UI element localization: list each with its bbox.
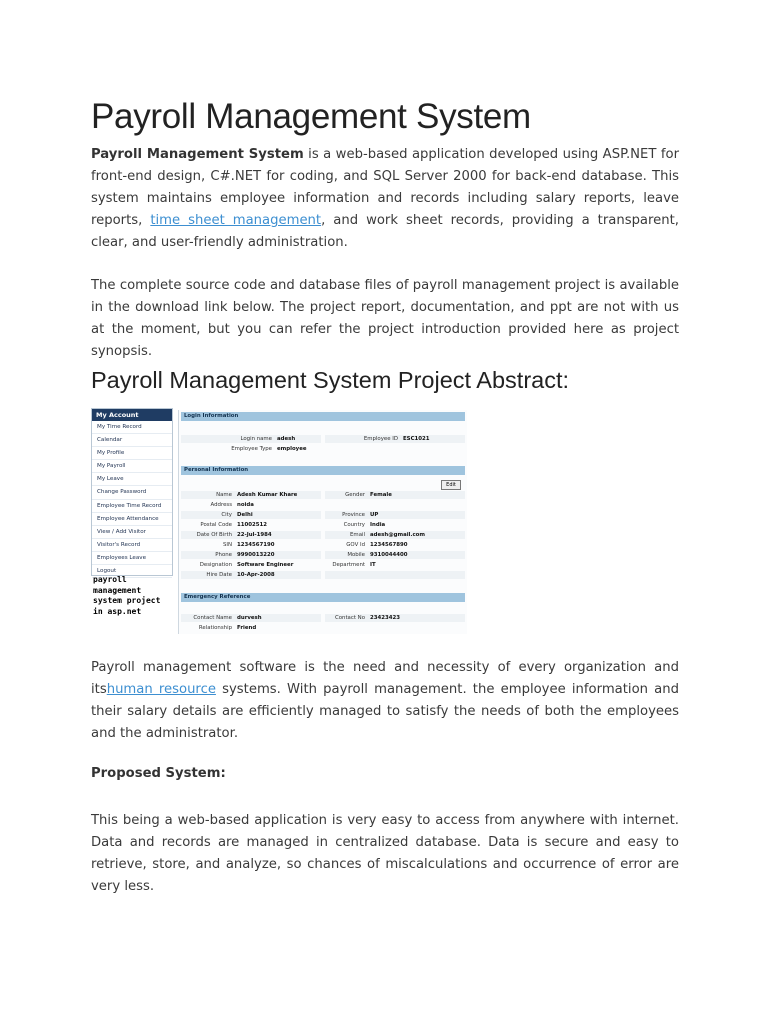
dob-label: Date Of Birth	[196, 532, 232, 538]
login-name-label: Login name	[240, 436, 272, 442]
personal-row	[181, 550, 465, 560]
phone-label: Phone	[215, 552, 232, 558]
emergency-row	[181, 613, 465, 623]
page-title: Payroll Management System	[91, 97, 531, 136]
sidebar-item[interactable]: My Leave	[92, 473, 172, 486]
contact-name-value: durvesh	[237, 615, 262, 621]
intro-bold-lead: Payroll Management System	[91, 147, 304, 162]
designation-value: Software Engineer	[237, 562, 294, 568]
emergency-section-header: Emergency Reference	[181, 593, 465, 602]
sidebar-item[interactable]: My Time Record	[92, 421, 172, 434]
personal-row	[181, 510, 465, 520]
department-value: IT	[370, 562, 376, 568]
sidebar-item[interactable]: Calendar	[92, 434, 172, 447]
name-label: Name	[216, 492, 232, 498]
postal-code-value: 11002512	[237, 522, 268, 528]
intro-text-2: , and work sheet records, providing a transparent, clear, and user-friendly administration.	[91, 213, 679, 250]
employee-type-value: employee	[277, 446, 307, 452]
hire-date-label: Hire Date	[206, 572, 232, 578]
sidebar-item[interactable]: Employees Leave	[92, 552, 172, 565]
sin-value: 1234567190	[237, 542, 275, 548]
email-value: adesh@gmail.com	[370, 532, 425, 538]
mobile-label: Mobile	[347, 552, 365, 558]
phone-value: 9990013220	[237, 552, 275, 558]
edit-button[interactable]: Edit	[441, 480, 461, 490]
postal-code-label: Postal Code	[200, 522, 232, 528]
city-value: Delhi	[237, 512, 253, 518]
employee-id-label: Employee ID	[363, 436, 398, 442]
personal-row	[181, 570, 465, 580]
department-label: Department	[332, 562, 365, 568]
sidebar-header: My Account	[92, 409, 172, 421]
emergency-row	[181, 623, 465, 633]
sidebar-item[interactable]: My Profile	[92, 447, 172, 460]
designation-label: Designation	[199, 562, 232, 568]
address-label: Address	[210, 502, 232, 508]
contact-no-label: Contact No	[334, 615, 365, 621]
gov-id-value: 1234567890	[370, 542, 408, 548]
personal-row	[181, 520, 465, 530]
app-screenshot	[91, 408, 467, 634]
employee-type-label: Employee Type	[231, 446, 272, 452]
software-text-2: systems. With payroll management. the employee information and their salary details are efficiently managed to satisfy the needs of both the employees and the administrator.	[91, 682, 679, 741]
intro-text-1: is a web-based application developed using ASP.NET for front-end design, C#.NET for coding, and SQL Server 2000 for back-end database. This system maintains employee information and records including salary reports, leave reports,	[91, 147, 679, 228]
employee-type-row	[181, 444, 465, 454]
intro-paragraph	[91, 144, 679, 254]
dob-value: 22-Jul-1984	[237, 532, 272, 538]
sin-label: SIN	[222, 542, 232, 548]
personal-row	[181, 540, 465, 550]
login-row	[181, 434, 465, 444]
personal-row	[181, 500, 465, 510]
employee-id-value: ESC1021	[403, 436, 430, 442]
sidebar-item[interactable]: Employee Attendance	[92, 513, 172, 526]
time-sheet-link[interactable]: time sheet management	[150, 213, 322, 228]
software-paragraph	[91, 657, 679, 745]
contact-no-value: 23423423	[370, 615, 401, 621]
login-name-value: adesh	[277, 436, 296, 442]
personal-row	[181, 560, 465, 570]
personal-row	[181, 530, 465, 540]
personal-row	[181, 490, 465, 500]
profile-panel	[178, 410, 467, 634]
gender-value: Female	[370, 492, 392, 498]
screenshot-caption: payroll management system project in asp.net	[93, 575, 161, 616]
country-value: India	[370, 522, 386, 528]
source-paragraph: The complete source code and database files of payroll management project is available in the download link below. The project report, documentation, and ppt are not with us at the moment, but you can refer the project introduction provided here as project synopsis.	[91, 278, 679, 359]
login-section-header: Login Information	[181, 412, 465, 421]
city-label: City	[221, 512, 232, 518]
mobile-value: 9310044400	[370, 552, 408, 558]
human-resource-link[interactable]: human resource	[106, 682, 216, 697]
proposed-heading: Proposed System:	[91, 766, 226, 781]
name-value: Adesh Kumar Khare	[237, 492, 298, 498]
personal-section-header: Personal Information	[181, 466, 465, 475]
hire-date-value: 10-Apr-2008	[237, 572, 275, 578]
sidebar-item[interactable]: Visitor's Record	[92, 539, 172, 552]
sidebar-item[interactable]: View / Add Visitor	[92, 526, 172, 539]
sidebar-item[interactable]: Logout	[92, 565, 172, 578]
email-label: Email	[350, 532, 365, 538]
province-value: UP	[370, 512, 379, 518]
gender-label: Gender	[345, 492, 365, 498]
software-text-1: Payroll management software is the need and necessity of every organization and its	[91, 660, 679, 697]
abstract-heading: Payroll Management System Project Abstract:	[91, 367, 570, 393]
country-label: Country	[343, 522, 365, 528]
relationship-value: Friend	[237, 625, 257, 631]
gov-id-label: GOV Id	[346, 542, 365, 548]
contact-name-label: Contact Name	[193, 615, 232, 621]
province-label: Province	[342, 512, 365, 518]
sidebar-item[interactable]: Change Password	[92, 486, 172, 499]
relationship-label: Relationship	[198, 625, 232, 631]
address-value: noida	[237, 502, 254, 508]
sidebar-item[interactable]: Employee Time Record	[92, 500, 172, 513]
account-sidebar	[91, 408, 173, 576]
proposed-paragraph: This being a web-based application is very easy to access from anywhere with internet. Data and records are managed in centralized database. Data is secure and easy to retrieve, store, and analyze, so chances of miscalculations and occurrence of error are very less.	[91, 813, 679, 894]
sidebar-item[interactable]: My Payroll	[92, 460, 172, 473]
